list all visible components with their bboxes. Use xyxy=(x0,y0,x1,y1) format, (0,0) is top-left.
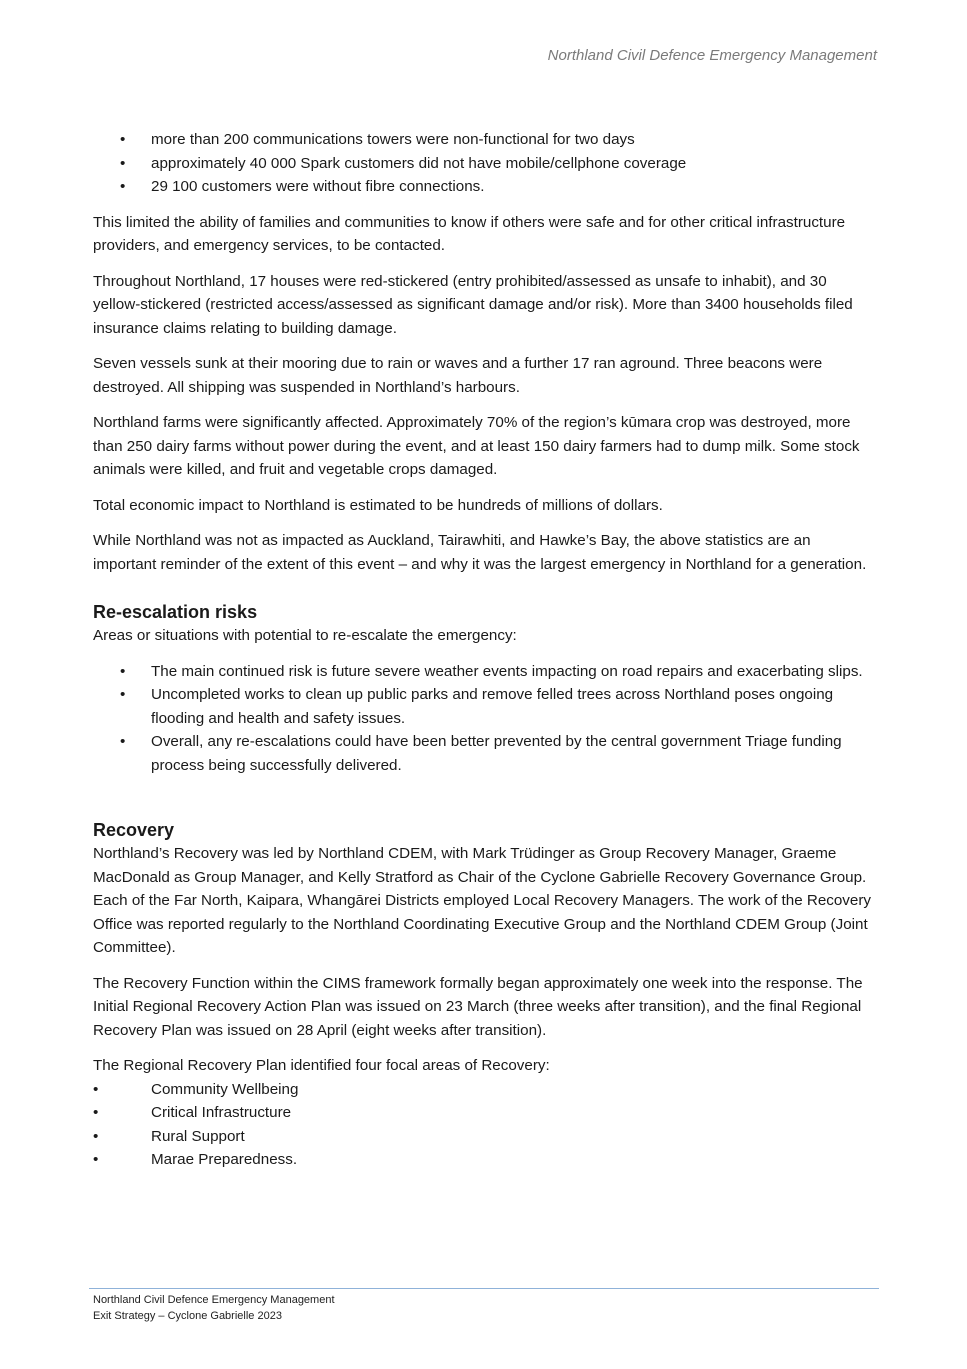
page-body xyxy=(93,128,878,1172)
paragraph-maritime-impact: Seven vessels sunk at their mooring due to rain or waves and a further 17 ran aground. Three beacons were destroyed. All shipping was suspended in Northland’s harbours. xyxy=(93,355,823,396)
footer-document-title: Exit Strategy – Cyclone Gabrielle 2023 xyxy=(93,1309,282,1322)
recovery-timeline-paragraph: The Recovery Function within the CIMS framework formally began approximately one week into the response. The Initial Regional Recovery Action Plan was issued on 23 March (three weeks after transition), and the final Regional Recovery Plan was issued on 28 April (eight weeks after transition). xyxy=(93,974,863,1039)
bullet-icon: • xyxy=(120,178,126,195)
reescalation-intro: Areas or situations with potential to re-escalate the emergency: xyxy=(93,627,517,644)
recovery-focal-areas-list xyxy=(93,1078,878,1172)
bullet-icon: • xyxy=(120,662,126,680)
recovery-focal-intro: The Regional Recovery Plan identified four focal areas of Recovery: xyxy=(93,1057,550,1074)
bullet-icon: • xyxy=(93,1080,99,1098)
list-item-text: Community Wellbeing xyxy=(151,1080,299,1098)
reescalation-risk-list xyxy=(93,660,878,778)
bullet-icon: • xyxy=(120,131,126,148)
reescalation-heading: Re-escalation risks xyxy=(93,602,258,622)
recovery-heading: Recovery xyxy=(93,820,175,840)
list-item-text: Critical Infrastructure xyxy=(151,1104,292,1121)
list-item-text: Uncompleted works to clean up public parks and remove felled trees across Northland poses ongoing flooding and health and safety issues. xyxy=(151,686,834,727)
list-item xyxy=(93,128,878,152)
paragraph-economic-impact: Total economic impact to Northland is estimated to be hundreds of millions of dollars. xyxy=(93,496,663,514)
list-item xyxy=(93,1101,878,1125)
list-item-text: more than 200 communications towers were non-functional for two days xyxy=(151,131,635,148)
footer-organisation: Northland Civil Defence Emergency Management xyxy=(93,1294,335,1306)
list-item xyxy=(93,1148,878,1172)
running-header: Northland Civil Defence Emergency Management xyxy=(547,47,877,64)
page-footer xyxy=(93,1293,335,1324)
footer-divider xyxy=(89,1288,879,1289)
recovery-leadership-paragraph: Northland’s Recovery was led by Northland CDEM, with Mark Trüdinger as Group Recovery Manager, Graeme MacDonald as Group Manager, and Kelly Stratford as Chair of the Cyclone Gabrielle Recovery Governance Group. Each of the Far North, Kaipara, Whangārei Districts employed Local Recovery Managers. The work of the Recovery Office was reported regularly to the Northland Coordinating Executive Group and the Northland CDEM Group (Joint Committee). xyxy=(93,845,872,956)
list-item-text: 29 100 customers were without fibre connections. xyxy=(151,178,485,195)
paragraph-farming-impact: Northland farms were significantly affected. Approximately 70% of the region’s kūmara crop was destroyed, more than 250 dairy farms without power during the event, and at least 150 dairy farmers had to dump milk. Some stock animals were killed, and fruit and vegetable crops damaged. xyxy=(93,414,860,478)
bullet-icon: • xyxy=(93,1151,99,1168)
list-item-text: Rural Support xyxy=(151,1127,245,1145)
list-item-text: Overall, any re-escalations could have been better prevented by the central government Triage funding process being successfully delivered. xyxy=(151,733,842,774)
list-item xyxy=(93,660,878,684)
paragraph-summary: While Northland was not as impacted as Auckland, Tairawhiti, and Hawke’s Bay, the above statistics are an important reminder of the extent of this event – and why it was the largest emergency in Northland for a generation. xyxy=(93,532,867,573)
list-item xyxy=(93,175,878,199)
bullet-icon: • xyxy=(93,1104,99,1121)
telecom-impact-list xyxy=(93,128,878,199)
list-item-text: Marae Preparedness. xyxy=(151,1151,298,1168)
bullet-icon: • xyxy=(120,154,126,172)
list-item xyxy=(93,1078,878,1102)
bullet-icon: • xyxy=(120,733,126,750)
list-item xyxy=(93,683,878,730)
bullet-icon: • xyxy=(120,686,126,703)
recovery-section xyxy=(93,818,878,1172)
list-item xyxy=(93,730,878,777)
bullet-icon: • xyxy=(93,1127,99,1145)
list-item xyxy=(93,152,878,176)
paragraph-housing-impact: Throughout Northland, 17 houses were red-stickered (entry prohibited/assessed as unsafe to inhabit), and 30 yellow-stickered (restricted access/assessed as significant damage and/or risk). More than 3400 households filed insurance claims relating to building damage. xyxy=(93,272,853,337)
reescalation-section xyxy=(93,600,878,777)
list-item-text: The main continued risk is future severe weather events impacting on road repairs and exacerbating slips. xyxy=(151,662,863,680)
paragraph-communication-impact: This limited the ability of families and communities to know if others were safe and for other critical infrastructure providers, and emergency services, to be contacted. xyxy=(93,213,846,254)
list-item xyxy=(93,1125,878,1149)
list-item-text: approximately 40 000 Spark customers did not have mobile/cellphone coverage xyxy=(151,154,687,172)
